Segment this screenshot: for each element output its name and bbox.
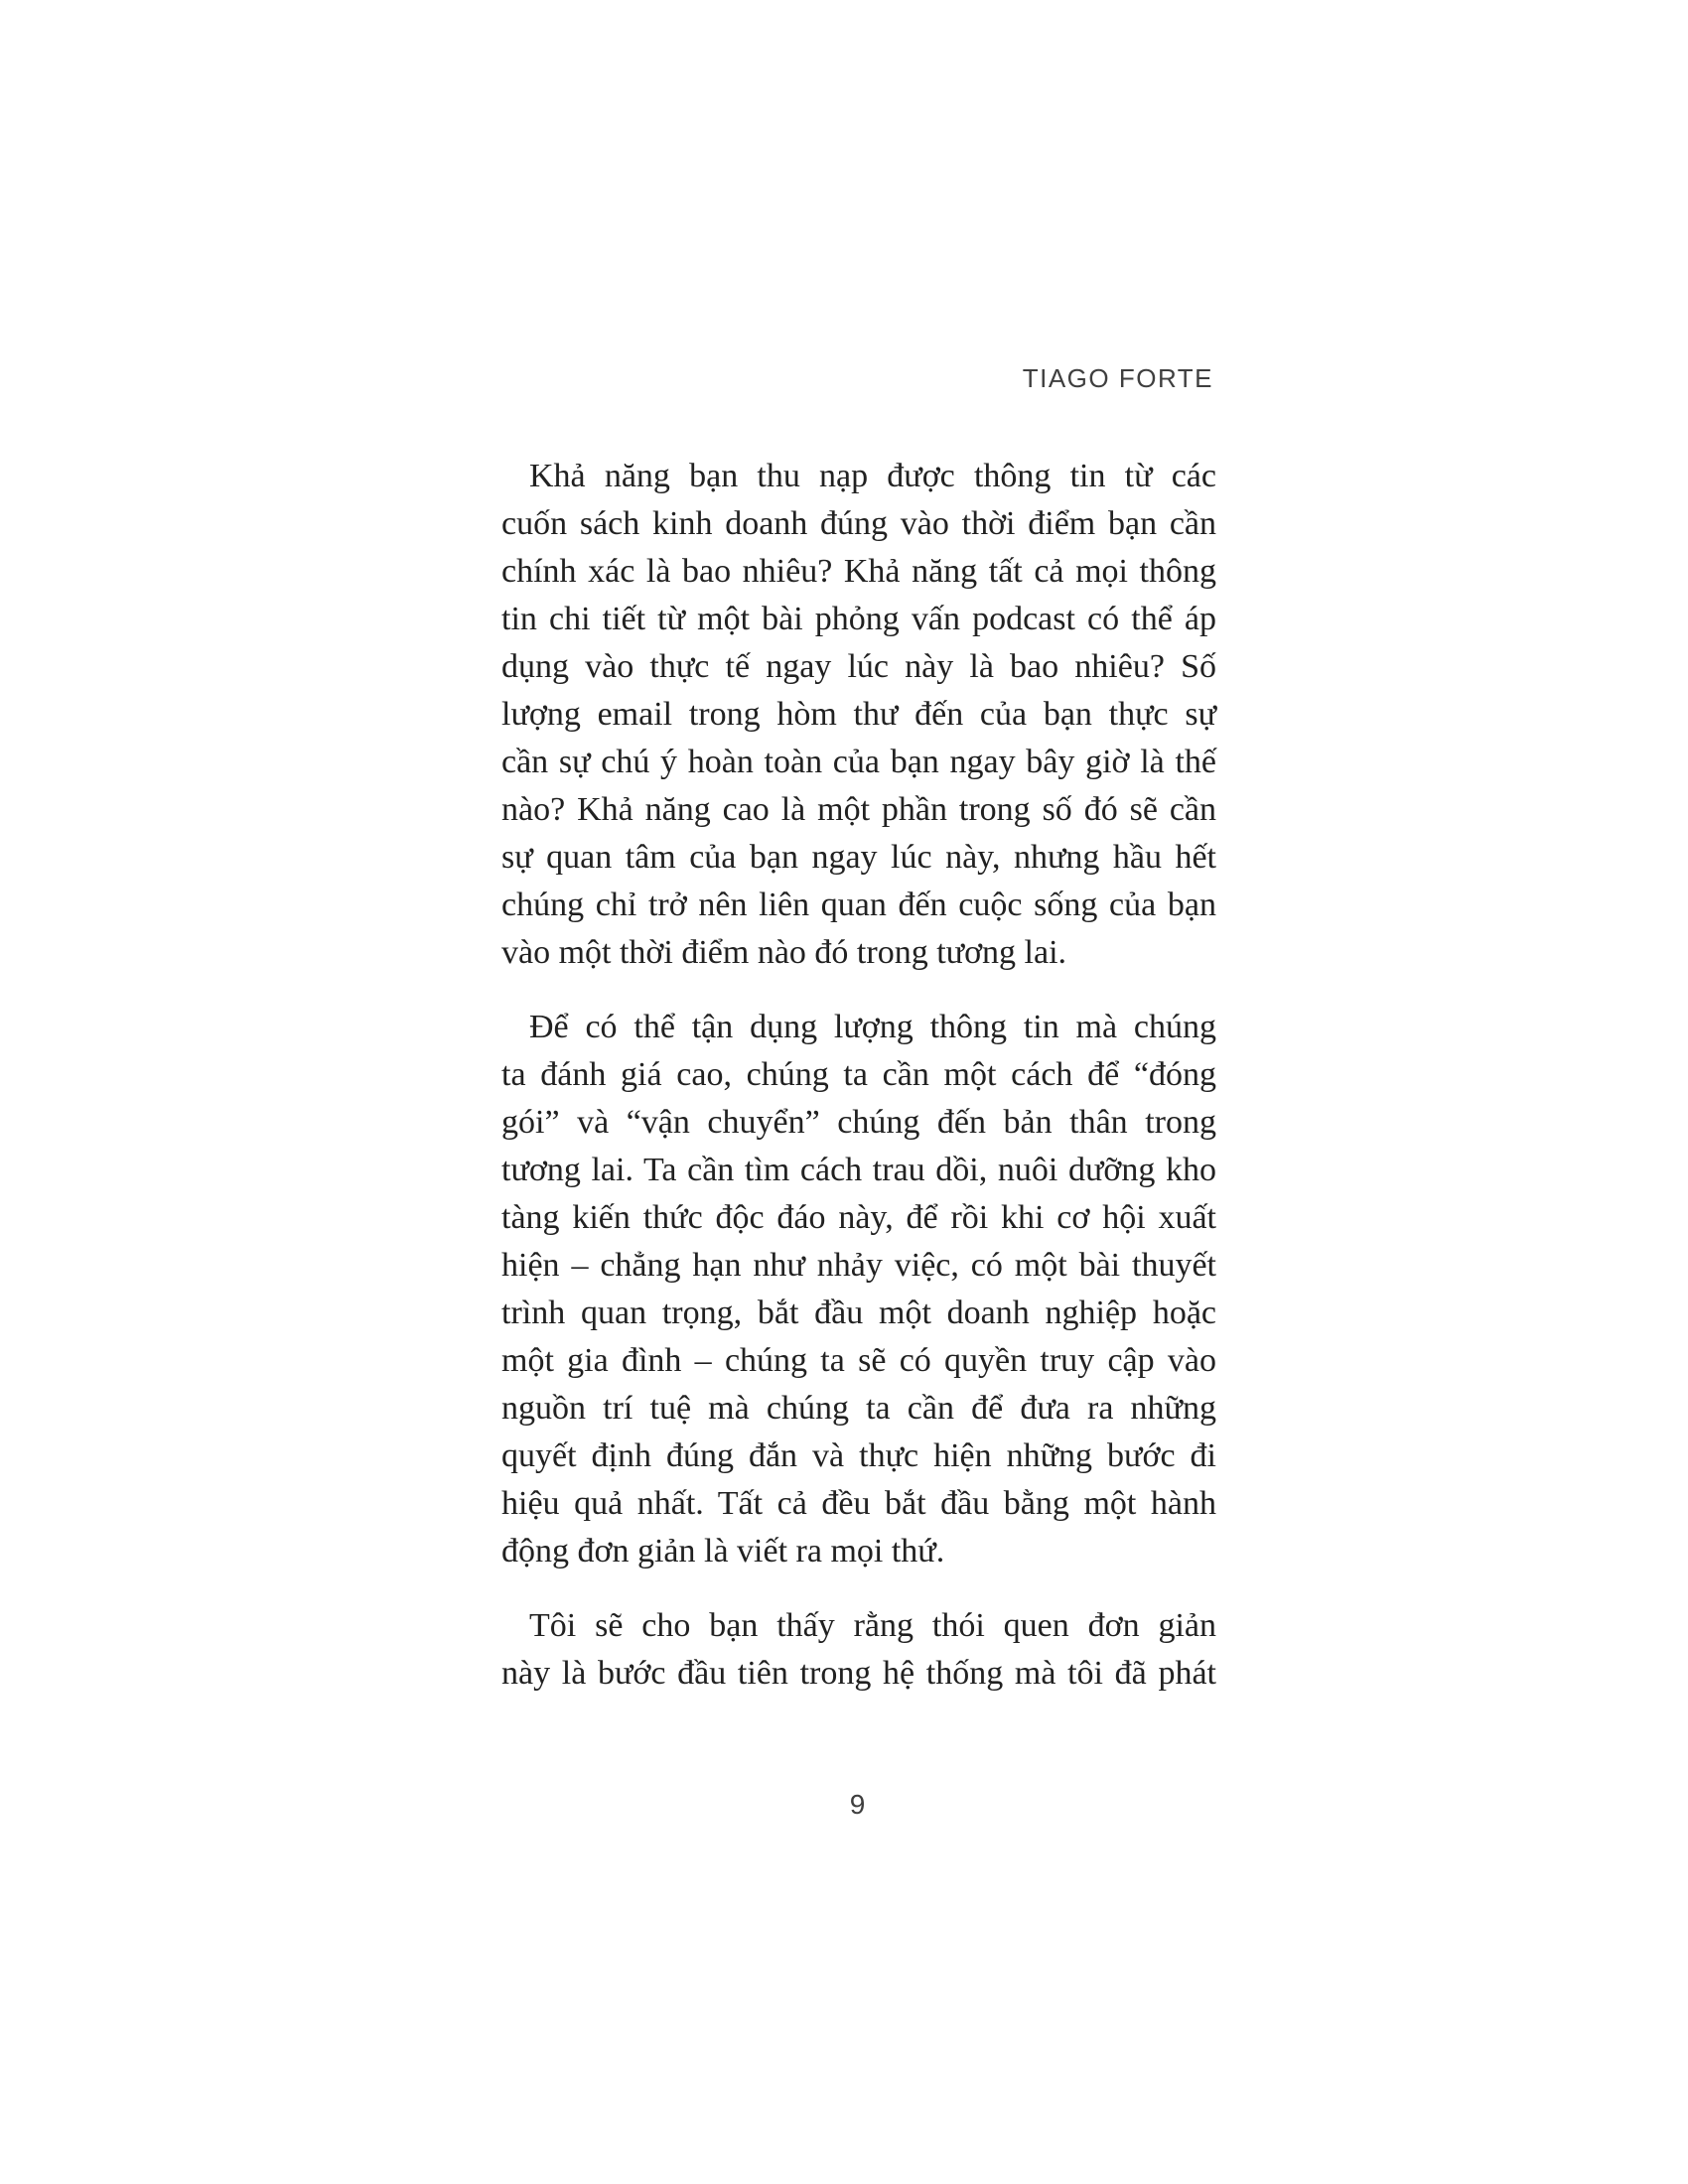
text-line: cuốn sách kinh doanh đúng vào thời điểm bạn cần bbox=[501, 505, 1216, 542]
text-line: hiệu quả nhất. Tất cả đều bắt đầu bằng một hành bbox=[501, 1485, 1216, 1522]
text-line: vào một thời điểm nào đó trong tương lai. bbox=[501, 934, 1067, 971]
text-line: sự quan tâm của bạn ngay lúc này, nhưng hầu hết bbox=[501, 839, 1216, 876]
text-line: quyết định đúng đắn và thực hiện những bước đi bbox=[501, 1437, 1216, 1474]
text-line: lượng email trong hòm thư đến của bạn thực sự bbox=[501, 696, 1216, 733]
text-line: chính xác là bao nhiêu? Khả năng tất cả mọi thông bbox=[501, 553, 1216, 590]
page-number: 9 bbox=[849, 1789, 866, 1820]
paragraph bbox=[501, 1602, 1216, 1698]
text-line: tàng kiến thức độc đáo này, để rồi khi cơ hội xuất bbox=[501, 1199, 1216, 1236]
text-line: một gia đình – chúng ta sẽ có quyền truy cập vào bbox=[501, 1342, 1216, 1379]
text-line: tin chi tiết từ một bài phỏng vấn podcast có thể áp bbox=[501, 601, 1216, 637]
text-line: ta đánh giá cao, chúng ta cần một cách để “đóng bbox=[501, 1056, 1216, 1093]
text-line: hiện – chẳng hạn như nhảy việc, có một bài thuyết bbox=[501, 1247, 1216, 1284]
text-line: Để có thể tận dụng lượng thông tin mà chúng bbox=[529, 1009, 1216, 1045]
text-line: tương lai. Ta cần tìm cách trau dồi, nuôi dưỡng kho bbox=[501, 1152, 1216, 1188]
text-line: Tôi sẽ cho bạn thấy rằng thói quen đơn giản bbox=[529, 1607, 1216, 1644]
text-line: động đơn giản là viết ra mọi thứ. bbox=[501, 1533, 945, 1570]
text-line: nguồn trí tuệ mà chúng ta cần để đưa ra những bbox=[501, 1390, 1216, 1427]
text-line: gói” và “vận chuyển” chúng đến bản thân trong bbox=[501, 1104, 1216, 1141]
text-line: Khả năng bạn thu nạp được thông tin từ các bbox=[529, 458, 1216, 494]
text-line: dụng vào thực tế ngay lúc này là bao nhiêu? Số bbox=[501, 648, 1216, 685]
paragraph bbox=[501, 1004, 1216, 1575]
text-line: cần sự chú ý hoàn toàn của bạn ngay bây giờ là thế bbox=[501, 744, 1216, 780]
text-line: trình quan trọng, bắt đầu một doanh nghiệp hoặc bbox=[501, 1295, 1216, 1331]
running-header: TIAGO FORTE bbox=[1022, 363, 1213, 393]
text-line: chúng chỉ trở nên liên quan đến cuộc sống của bạn bbox=[501, 887, 1216, 923]
text-line: nào? Khả năng cao là một phần trong số đó sẽ cần bbox=[501, 791, 1216, 828]
paragraph bbox=[501, 453, 1216, 977]
body-text bbox=[501, 453, 1216, 1724]
text-line: này là bước đầu tiên trong hệ thống mà tôi đã phát bbox=[501, 1655, 1216, 1692]
